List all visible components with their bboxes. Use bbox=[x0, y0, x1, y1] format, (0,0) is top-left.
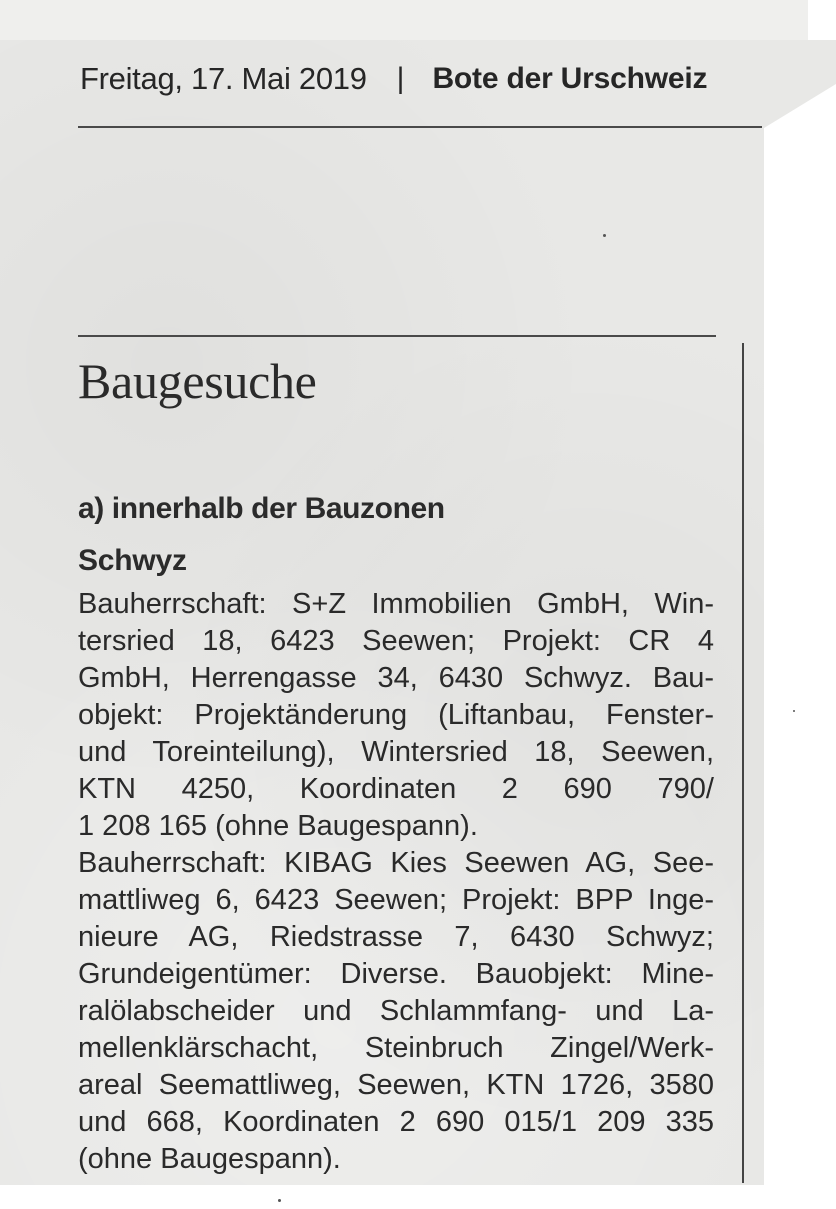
body-line: 1 208 165 (ohne Baugespann). bbox=[78, 810, 478, 842]
body-line: (ohne Baugespann). bbox=[78, 1143, 341, 1175]
body-line: GmbH, Herrengasse 34, 6430 Schwyz. Bau- bbox=[78, 662, 714, 694]
body-line: mattliweg 6, 6423 Seewen; Projekt: BPP Inge- bbox=[78, 884, 714, 916]
column-rule bbox=[742, 343, 744, 1183]
body-line: nieure AG, Riedstrasse 7, 6430 Schwyz; bbox=[78, 921, 714, 953]
section-title: Baugesuche bbox=[78, 353, 317, 409]
notice-body bbox=[78, 586, 714, 1178]
body-line: Grundeigentümer: Diverse. Bauobjekt: Mine- bbox=[78, 958, 714, 990]
body-line: Bauherrschaft: KIBAG Kies Seewen AG, See- bbox=[78, 847, 714, 879]
paper-speck bbox=[278, 1199, 281, 1202]
subsection-heading: a) innerhalb der Bauzonen bbox=[78, 492, 445, 525]
body-line: Bauherrschaft: S+Z Immobilien GmbH, Win- bbox=[78, 588, 714, 620]
municipality-heading: Schwyz bbox=[78, 544, 187, 577]
header-separator: | bbox=[396, 62, 405, 95]
paper-speck bbox=[603, 234, 606, 237]
paper-speck bbox=[793, 710, 795, 712]
header-date: Freitag, 17. Mai 2019 bbox=[80, 61, 367, 96]
body-line: ralölabscheider und Schlammfang- und La- bbox=[78, 995, 714, 1027]
page-header bbox=[80, 54, 707, 104]
body-line: areal Seemattliweg, Seewen, KTN 1726, 3580 bbox=[78, 1069, 714, 1101]
section-rule bbox=[78, 335, 716, 337]
header-rule bbox=[78, 126, 762, 128]
paper-top-edge bbox=[0, 0, 836, 40]
newspaper-name: Bote der Urschweiz bbox=[432, 62, 708, 95]
body-line: mellenklärschacht, Steinbruch Zingel/Werk- bbox=[78, 1032, 714, 1064]
body-line: KTN 4250, Koordinaten 2 690 790/ bbox=[78, 773, 714, 805]
body-line: und 668, Koordinaten 2 690 015/1 209 335 bbox=[78, 1106, 714, 1138]
body-line: tersried 18, 6423 Seewen; Projekt: CR 4 bbox=[78, 625, 714, 657]
body-line: objekt: Projektänderung (Liftanbau, Fenster- bbox=[78, 699, 714, 731]
body-line: und Toreinteilung), Wintersried 18, Seewen, bbox=[78, 736, 714, 768]
